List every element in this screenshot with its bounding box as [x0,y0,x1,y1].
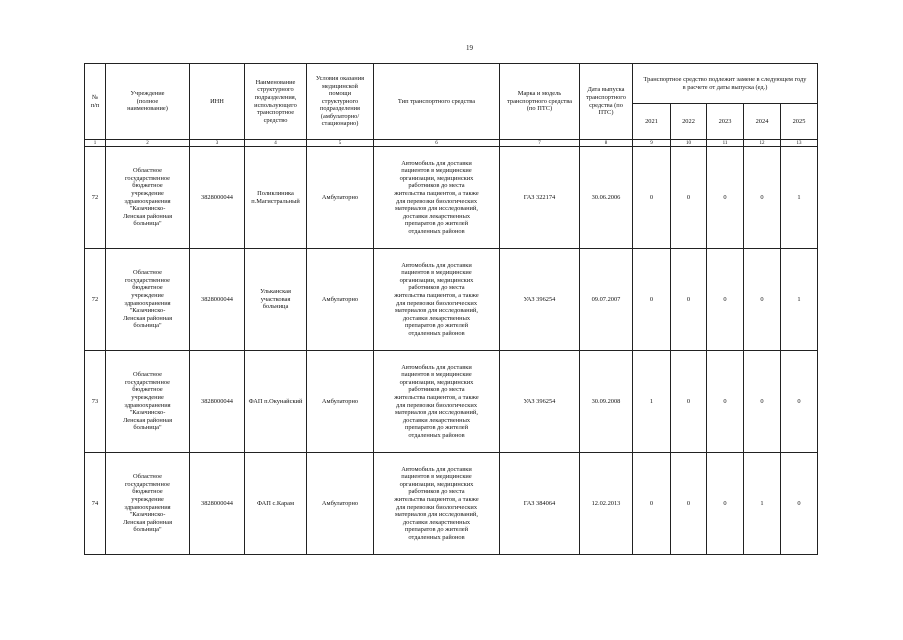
cell-num: 72 [85,249,106,351]
vehicle-table [84,63,818,555]
cell-inn: 3828000044 [190,351,245,453]
cell-institution: Областное государственное бюджетное учреждение здравоохранения "Казачинско- Ленская районная больница" [106,249,190,351]
cell-year-2021: 0 [633,147,671,249]
cell-year-2024: 0 [744,351,781,453]
header-release-date: Дата выпуска транспортного средства (по ПТС) [580,64,633,140]
header-year-2024: 2024 [744,104,781,140]
cell-year-2024: 0 [744,147,781,249]
cell-conditions: Амбулаторно [307,147,374,249]
column-number: 13 [781,140,818,147]
cell-year-2023: 0 [707,249,744,351]
cell-vehicle-type: Автомобиль для доставки пациентов в медицинские организации, медицинских работников до места жительства пациентов, а также для перевозки биологических материалов для исследований, доставки лекарственных препаратов до жителей отдаленных районов [374,147,500,249]
table-row [85,249,818,351]
cell-year-2024: 1 [744,453,781,555]
column-number: 8 [580,140,633,147]
column-number: 4 [245,140,307,147]
cell-release-date: 09.07.2007 [580,249,633,351]
cell-year-2022: 0 [671,453,707,555]
cell-release-date: 30.09.2008 [580,351,633,453]
column-number: 3 [190,140,245,147]
cell-year-2023: 0 [707,147,744,249]
cell-year-2021: 0 [633,249,671,351]
cell-unit: Ульканская участковая больница [245,249,307,351]
page-number: 19 [466,44,473,52]
header-brand-model: Марка и модель транспортного средства (по ПТС) [500,64,580,140]
cell-release-date: 30.06.2006 [580,147,633,249]
cell-conditions: Амбулаторно [307,351,374,453]
cell-brand-model: УАЗ 396254 [500,249,580,351]
cell-vehicle-type: Автомобиль для доставки пациентов в медицинские организации, медицинских работников до места жительства пациентов, а также для перевозки биологических материалов для исследований, доставки лекарственных препаратов до жителей отдаленных районов [374,351,500,453]
cell-institution: Областное государственное бюджетное учреждение здравоохранения "Казачинско- Ленская районная больница" [106,351,190,453]
cell-year-2023: 0 [707,453,744,555]
cell-year-2025: 1 [781,147,818,249]
header-conditions: Условия оказания медицинской помощи структурного подразделения (амбулаторно/ стационарно) [307,64,374,140]
cell-year-2025: 1 [781,249,818,351]
cell-year-2023: 0 [707,351,744,453]
cell-year-2024: 0 [744,249,781,351]
column-number: 2 [106,140,190,147]
header-vehicle-type: Тип транспортного средства [374,64,500,140]
cell-year-2021: 1 [633,351,671,453]
cell-conditions: Амбулаторно [307,249,374,351]
cell-year-2021: 0 [633,453,671,555]
cell-num: 74 [85,453,106,555]
cell-year-2025: 0 [781,453,818,555]
header-year-2025: 2025 [781,104,818,140]
table-row [85,147,818,249]
cell-institution: Областное государственное бюджетное учреждение здравоохранения "Казачинско- Ленская районная больница" [106,453,190,555]
column-number: 1 [85,140,106,147]
cell-unit: Поликлиника п.Магистральный [245,147,307,249]
header-year-2022: 2022 [671,104,707,140]
column-number: 5 [307,140,374,147]
cell-year-2022: 0 [671,249,707,351]
column-number: 9 [633,140,671,147]
header-year-2021: 2021 [633,104,671,140]
table-row [85,351,818,453]
header-year-2023: 2023 [707,104,744,140]
column-number: 7 [500,140,580,147]
cell-year-2022: 0 [671,147,707,249]
column-number: 12 [744,140,781,147]
cell-unit: ФАП п.Окунайский [245,351,307,453]
cell-brand-model: УАЗ 396254 [500,351,580,453]
column-number: 6 [374,140,500,147]
cell-unit: ФАП с.Карам [245,453,307,555]
table-row [85,453,818,555]
header-unit: Наименование структурного подразделения, использующего транспортное средство [245,64,307,140]
cell-year-2022: 0 [671,351,707,453]
cell-brand-model: ГАЗ 384064 [500,453,580,555]
cell-year-2025: 0 [781,351,818,453]
column-number-row [85,140,818,147]
cell-inn: 3828000044 [190,147,245,249]
column-number: 10 [671,140,707,147]
cell-num: 72 [85,147,106,249]
cell-num: 73 [85,351,106,453]
cell-vehicle-type: Автомобиль для доставки пациентов в медицинские организации, медицинских работников до места жительства пациентов, а также для перевозки биологических материалов для исследований, доставки лекарственных препаратов до жителей отдаленных районов [374,249,500,351]
header-replacement: Транспортное средство подлежит замене в следующем году в расчете от даты выпуска (ед.) [633,64,818,104]
cell-inn: 3828000044 [190,249,245,351]
cell-inn: 3828000044 [190,453,245,555]
column-number: 11 [707,140,744,147]
cell-conditions: Амбулаторно [307,453,374,555]
header-num: № п/п [85,64,106,140]
cell-brand-model: ГАЗ 322174 [500,147,580,249]
cell-vehicle-type: Автомобиль для доставки пациентов в медицинские организации, медицинских работников до места жительства пациентов, а также для перевозки биологических материалов для исследований, доставки лекарственных препаратов до жителей отдаленных районов [374,453,500,555]
cell-release-date: 12.02.2013 [580,453,633,555]
header-inn: ИНН [190,64,245,140]
cell-institution: Областное государственное бюджетное учреждение здравоохранения "Казачинско- Ленская районная больница" [106,147,190,249]
header-institution: Учреждение (полное наименование) [106,64,190,140]
